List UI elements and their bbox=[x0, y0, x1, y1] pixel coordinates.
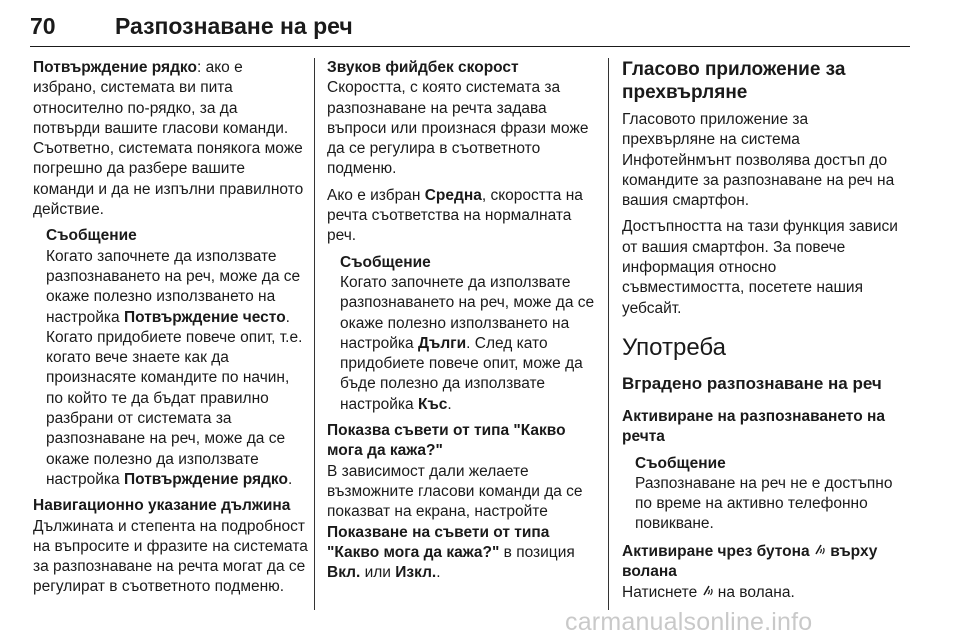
term-on: Вкл. bbox=[327, 564, 361, 582]
heading-activate-recognition: Активиране на разпознаването на речта bbox=[622, 407, 885, 446]
heading-tips: Показва съвети от типа "Какво мога да кажа?" bbox=[327, 422, 566, 460]
header-rule bbox=[30, 46, 910, 47]
column-3 bbox=[622, 58, 902, 604]
paragraph-press-button bbox=[622, 582, 902, 603]
paragraph-medium bbox=[327, 186, 599, 247]
paragraph-voice-passthrough: Гласовото приложение за прехвърляне на система Инфотейнмънт позволява достъп до командите за разпознаване на реч на вашия смартфон. bbox=[622, 111, 895, 210]
page-number: 70 bbox=[30, 13, 56, 39]
text: , скоростта на речта съответства на нормалната реч. bbox=[327, 186, 583, 245]
text: Натиснете bbox=[622, 584, 702, 602]
paragraph-nav-length: Дължината и степента на подробност на въпросите и фразите на системата за разпознаване на речта могат да се регулират в съответното подменю. bbox=[33, 517, 308, 596]
term-show-tips: Показване на съвети от типа "Какво мога да кажа?" bbox=[327, 523, 550, 561]
note-text: Разпознаване на реч не е достъпно по време на активно телефонно повикване. bbox=[635, 474, 893, 533]
text: : ако е избрано, системата ви пита относително по-рядко, за да потвърди вашите гласови команди. Съответно, системата понякога може погрешно да разбере вашите команди и да не изпълни правилното действие. bbox=[33, 59, 304, 219]
column-divider-1 bbox=[314, 58, 315, 610]
note-text bbox=[46, 247, 308, 491]
note-text bbox=[340, 273, 599, 415]
page-title: Разпознаване на реч bbox=[115, 13, 353, 39]
term-off: Изкл. bbox=[395, 564, 437, 582]
watermark: carmanualsonline.info bbox=[565, 608, 813, 636]
text: . След като придобиете повече опит, може да бъде полезно да използвате настройка bbox=[340, 334, 583, 413]
note-title: Съобщение bbox=[46, 227, 137, 245]
paragraph-confirm-rarely bbox=[33, 58, 308, 220]
term-confirm-rarely: Потвърждение рядко bbox=[123, 470, 288, 488]
text: върху волана bbox=[622, 542, 878, 581]
text: или bbox=[360, 564, 396, 582]
term-confirm-rarely: Потвърждение рядко bbox=[33, 59, 197, 76]
term-medium: Средна bbox=[424, 186, 482, 204]
page-header bbox=[30, 6, 910, 46]
text: в позиция bbox=[499, 543, 575, 561]
paragraph-feedback-speed: Скоростта, с която системата за разпознаване на речта задава въпроси или произнася фрази може да се регулира в съответното подменю. bbox=[327, 79, 589, 178]
heading-usage: Употреба bbox=[622, 333, 726, 361]
column-1 bbox=[33, 58, 308, 598]
note-title: Съобщение bbox=[340, 253, 431, 271]
heading-builtin-recognition: Вградено разпознаване на реч bbox=[622, 373, 882, 393]
note-box bbox=[622, 454, 902, 535]
text: Когато започнете да използвате разпознаването на реч, може да се окаже полезно използването на настройка bbox=[46, 247, 301, 326]
heading-activate-button bbox=[622, 541, 902, 583]
paragraph-availability: Достъпността на тази функция зависи от вашия смартфон. За повече информация относно съвместимостта, посетете нашия уебсайт. bbox=[622, 218, 898, 317]
column-2 bbox=[327, 58, 599, 583]
heading-voice-passthrough: Гласово приложение за прехвърляне bbox=[622, 59, 846, 103]
heading-feedback-speed: Звуков фийдбек скорост bbox=[327, 59, 519, 76]
voice-command-icon bbox=[702, 582, 714, 602]
text: В зависимост дали желаете възможните гласови команди да се показват на екрана, настройте bbox=[327, 462, 583, 521]
note-title: Съобщение bbox=[635, 454, 726, 472]
text: Ако е избран bbox=[327, 186, 425, 204]
term-confirm-often: Потвърждение често bbox=[123, 308, 286, 326]
text: Когато започнете да използвате разпознаването на реч, може да се окаже полезно използването на настройка bbox=[340, 273, 595, 352]
text: . bbox=[287, 470, 293, 488]
text: Активиране чрез бутона bbox=[622, 542, 814, 560]
text: на волана. bbox=[713, 584, 795, 602]
text: . Когато придобиете повече опит, т.е. когато вече знаете как да произнасяте командите по начин, по който те да бъдат правилно разбрани от системата за разпознаване на реч, може да се окаже полезно да използвате настройка bbox=[46, 308, 303, 488]
term-long: Дълги bbox=[417, 334, 467, 352]
paragraph-tips bbox=[327, 462, 599, 584]
note-box bbox=[33, 226, 308, 490]
term-short: Къс bbox=[417, 395, 448, 413]
text: . bbox=[447, 395, 452, 413]
text: . bbox=[436, 564, 441, 582]
note-box bbox=[327, 253, 599, 415]
voice-command-icon bbox=[814, 541, 826, 561]
heading-nav-length: Навигационно указание дължина bbox=[33, 497, 291, 515]
column-divider-2 bbox=[608, 58, 609, 610]
